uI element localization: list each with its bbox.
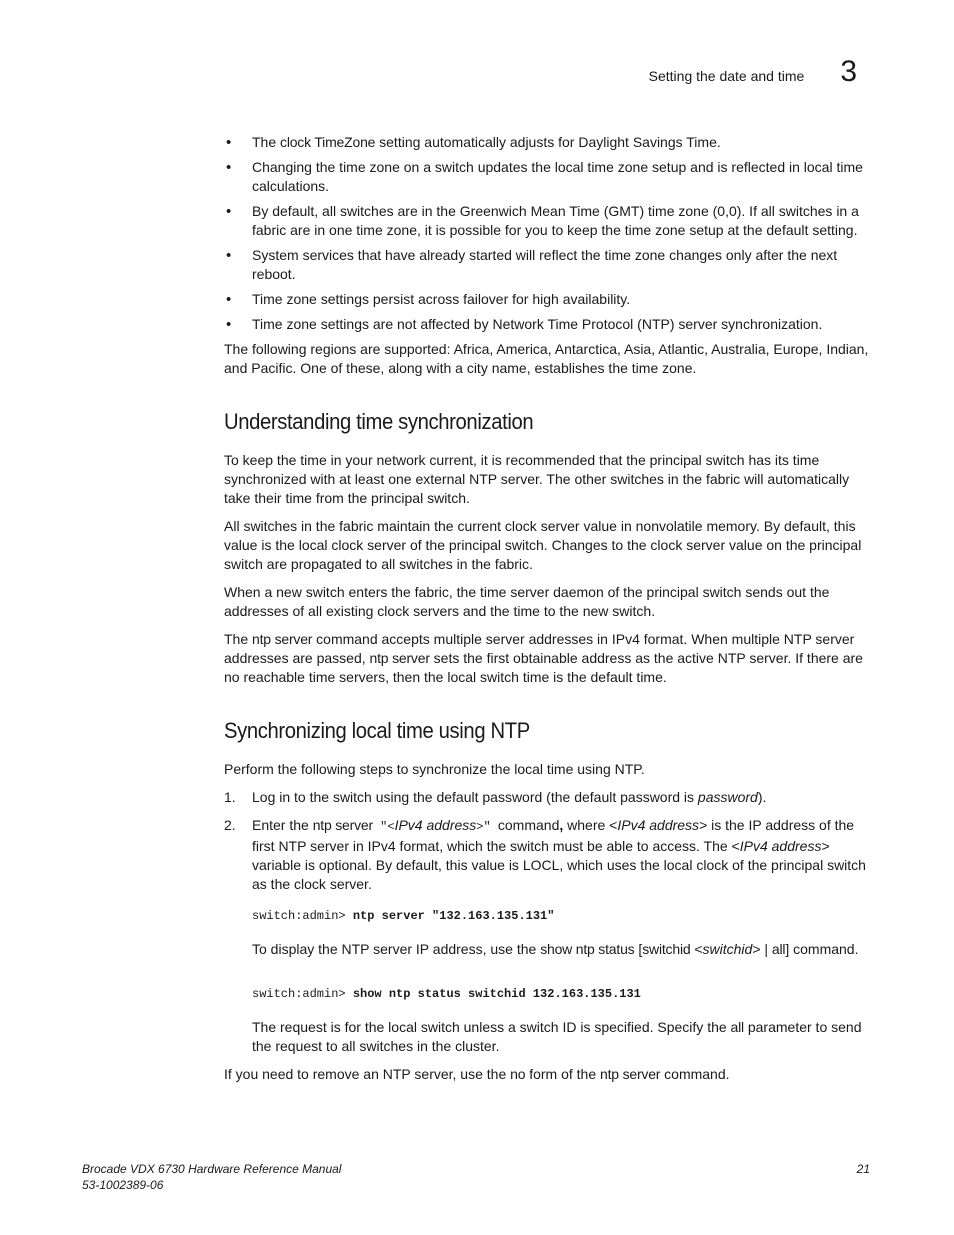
command-text: show ntp status	[540, 941, 635, 957]
paragraph: When a new switch enters the fabric, the time server daemon of the principal switch sends out the addresses of all existing clock servers and the time to the new switch.	[224, 584, 830, 619]
command-text: ntp server	[252, 631, 313, 647]
page-content	[224, 133, 872, 1093]
command-text: all	[730, 1019, 744, 1035]
page-header	[648, 55, 857, 88]
page-footer	[82, 1161, 870, 1193]
code-example: switch:admin> show ntp status switchid 132.163.135.131	[252, 987, 641, 1001]
page-number: 21	[856, 1162, 870, 1176]
command-text: no	[510, 1066, 526, 1082]
paragraph: If you need to remove an NTP server, use the no form of the ntp server command.	[224, 1066, 730, 1082]
list-item: • Time zone settings persist across failover for high availability.	[224, 290, 872, 309]
section-heading-time-sync: Understanding time synchronization	[224, 409, 534, 434]
steps-list	[224, 788, 872, 1056]
code-example: switch:admin> ntp server "132.163.135.131"	[252, 909, 555, 923]
command-text: ntp server	[369, 650, 430, 666]
list-item: • Changing the time zone on a switch updates the local time zone setup and is reflected in local time calculations.	[224, 158, 872, 196]
paragraph: To keep the time in your network current, it is recommended that the principal switch has its time synchronized with at least one external NTP server. The other switches in the fabric will automatically take their time from the principal switch.	[224, 452, 850, 506]
command-text: ntp server	[312, 817, 373, 833]
step-number: 2.	[224, 817, 236, 833]
paragraph: All switches in the fabric maintain the current clock server value in nonvolatile memory. By default, this value is the local clock server of the principal switch. Changes to the clock server value on the principal switch are propagated to all switches in the fabric.	[224, 518, 862, 572]
bullet-list	[224, 133, 872, 334]
paragraph: The ntp server command accepts multiple server addresses in IPv4 format. When multiple NTP server addresses are passed, ntp server sets the first obtainable address as the active NTP server. If there are no reachable time servers, then the local switch time is the default time.	[224, 631, 863, 685]
command-text: all	[771, 941, 786, 957]
step-item	[224, 816, 872, 1056]
list-item: • By default, all switches are in the Greenwich Mean Time (GMT) time zone (0,0). If all switches in a fabric are in one time zone, it is possible for you to keep the time zone setup at the default setting.	[224, 202, 872, 240]
chapter-number: 3	[840, 55, 857, 88]
section-heading-ntp: Synchronizing local time using NTP	[224, 718, 530, 743]
command-text: switchid	[642, 941, 691, 957]
running-header-title: Setting the date and time	[648, 68, 805, 84]
step-text: To display the NTP server IP address, use the show ntp status [switchid <switchid> | all] command.	[252, 941, 859, 957]
step-number: 1.	[224, 789, 236, 805]
paragraph: Perform the following steps to synchronize the local time using NTP.	[224, 761, 645, 777]
step-text: The request is for the local switch unless a switch ID is specified. Specify the all parameter to send the request to all switches in the cluster.	[252, 1019, 862, 1054]
manual-title: Brocade VDX 6730 Hardware Reference Manual	[82, 1162, 342, 1176]
regions-paragraph: The following regions are supported: Africa, America, Antarctica, Asia, Atlantic, Australia, Europe, Indian, and Pacific. One of these, along with a city name, establishes the time zone.	[224, 341, 869, 376]
step-item: 1. Log in to the switch using the default password (the default password is password).	[224, 789, 767, 805]
command-text: ntp server	[600, 1066, 661, 1082]
doc-number: 53-1002389-06	[82, 1178, 164, 1192]
list-item: • System services that have already started will reflect the time zone changes only after the next reboot.	[224, 246, 872, 284]
list-item: • The clock TimeZone setting automatically adjusts for Daylight Savings Time.	[224, 133, 872, 152]
command-text: clock TimeZone	[280, 134, 376, 150]
step-text: Enter the ntp server "<IPv4 address>" command, where <IPv4 address> is the IP address of the first NTP server in IPv4 format, which the switch must be able to access. The <IPv4 address> variable is optional. By default, this value is LOCL, which uses the local clock of the principal switch as the clock server.	[252, 817, 866, 892]
list-item: • Time zone settings are not affected by Network Time Protocol (NTP) server synchronization.	[224, 315, 872, 334]
